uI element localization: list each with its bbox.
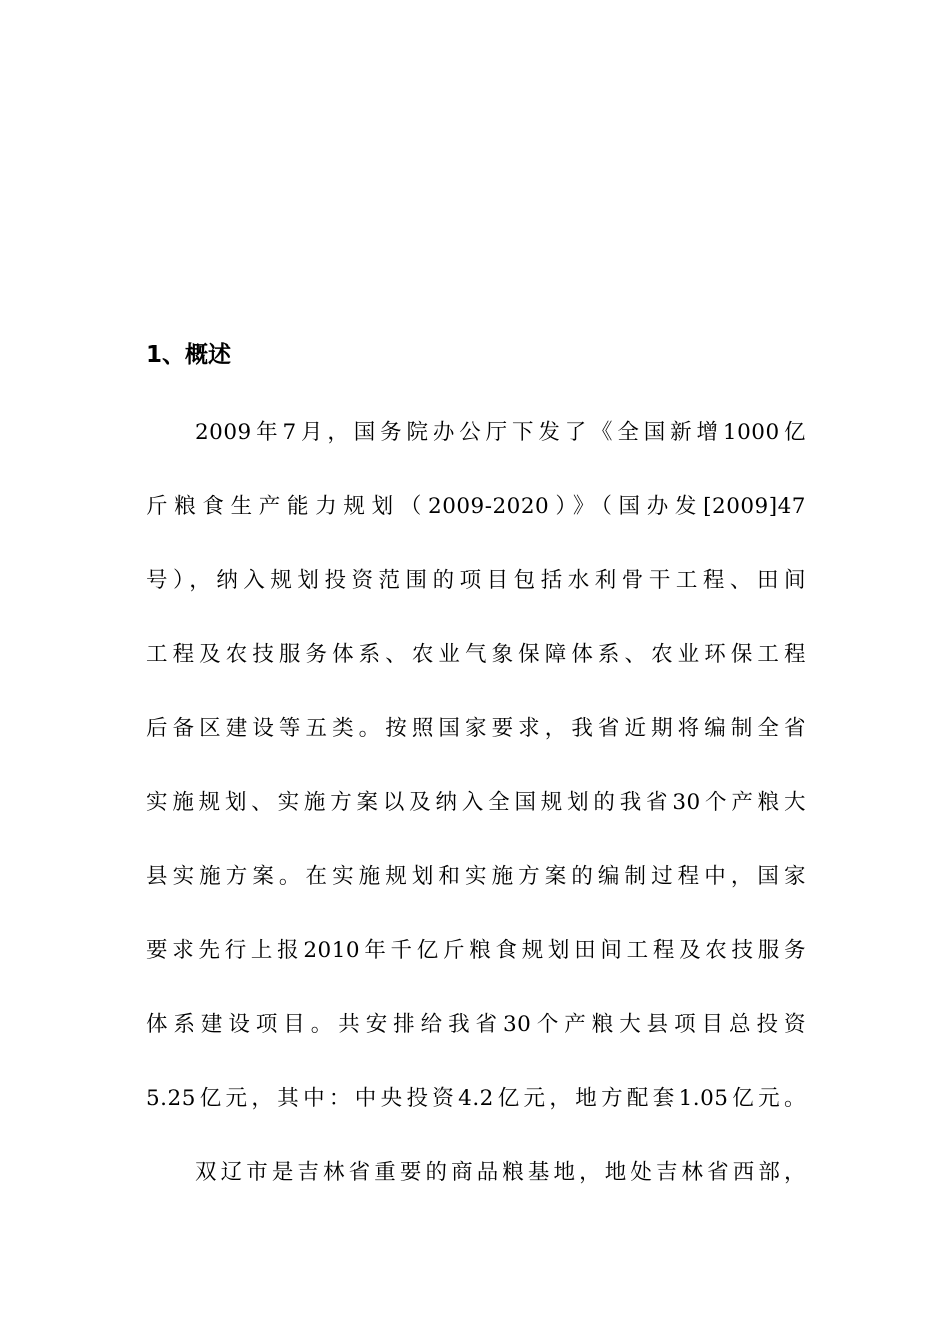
- paragraph-line: 实施规划、实施方案以及纳入全国规划的我省30个产粮大: [146, 790, 806, 815]
- paragraph-line: 号），纳入规划投资范围的项目包括水利骨干工程、田间: [146, 568, 806, 593]
- paragraph-line: 5.25亿元，其中：中央投资4.2亿元，地方配套1.05亿元。: [146, 1086, 806, 1111]
- paragraph-overview: [146, 414, 806, 1154]
- paragraph-line: 后备区建设等五类。按照国家要求，我省近期将编制全省: [146, 716, 806, 741]
- paragraph-line: 2009年7月，国务院办公厅下发了《全国新增1000亿: [195, 420, 806, 445]
- paragraph-line: 工程及农技服务体系、农业气象保障体系、农业环保工程: [146, 642, 806, 667]
- paragraph-line: 要求先行上报2010年千亿斤粮食规划田间工程及农技服务: [146, 938, 806, 963]
- section-heading: 1、概述: [146, 342, 232, 368]
- paragraph-line: 体系建设项目。共安排给我省30个产粮大县项目总投资: [146, 1012, 806, 1037]
- paragraph-line: 县实施方案。在实施规划和实施方案的编制过程中，国家: [146, 864, 806, 889]
- paragraph-line: 斤粮食生产能力规划（2009-2020）》（国办发[2009]47: [146, 494, 806, 519]
- paragraph-shuangliao: [146, 1154, 806, 1228]
- paragraph-line: 双辽市是吉林省重要的商品粮基地，地处吉林省西部，: [195, 1160, 806, 1185]
